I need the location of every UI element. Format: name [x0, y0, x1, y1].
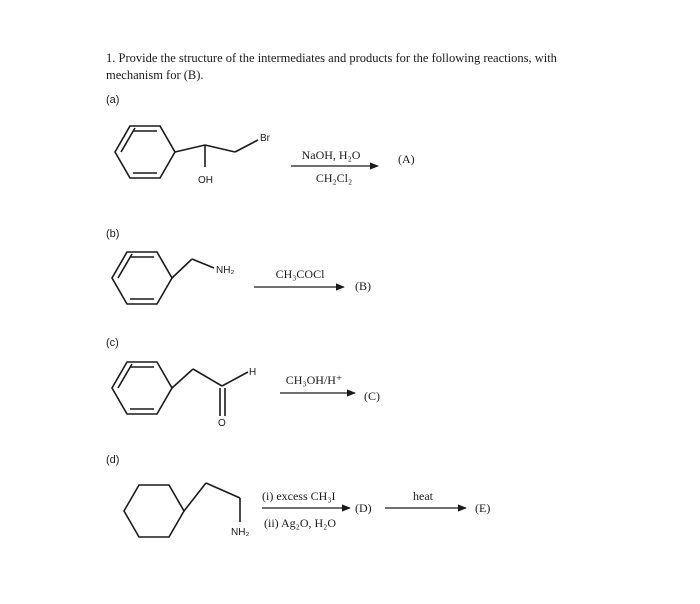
part-d-label: (d): [106, 454, 120, 466]
part-c-reagent: CH₃OH/H⁺: [285, 373, 343, 387]
part-b-reactant-structure: [112, 252, 214, 304]
part-a-oh-label: OH: [198, 175, 213, 186]
part-c-product: (C): [364, 389, 380, 403]
part-d-reagent-bottom: (ii) Ag₂O, H₂O: [264, 516, 337, 530]
part-d-product: (E): [475, 501, 491, 515]
part-d-nh2-label: NH₂: [231, 527, 250, 538]
part-c-label: (c): [106, 337, 119, 349]
part-a-reagent-top: NaOH, H₂O: [301, 148, 361, 162]
part-c-reactant-structure: [112, 362, 248, 416]
part-a-br-label: Br: [260, 133, 270, 144]
part-b-nh2-label: NH₂: [216, 265, 235, 276]
part-a-reactant-structure: [115, 126, 258, 178]
part-a-reagent-bottom: CH₂Cl₂: [315, 171, 353, 185]
part-b-product: (B): [355, 279, 371, 293]
part-a-label: (a): [106, 94, 120, 106]
part-d-reagent-top: (i) excess CH₃I: [262, 489, 336, 503]
part-c-o-label: O: [218, 418, 226, 429]
part-c-h-label: H: [249, 367, 257, 378]
part-d-intermediate: (D): [355, 501, 372, 515]
question-line-2: mechanism for (B).: [106, 68, 204, 82]
part-b-label: (b): [106, 228, 120, 240]
part-b-reagent: CH₃COCl: [275, 267, 325, 281]
part-a-product: (A): [398, 152, 415, 166]
part-d-reactant-structure: [124, 483, 240, 537]
part-d-reagent-2: heat: [413, 489, 433, 503]
question-line-1: 1. Provide the structure of the intermediates and products for the following reactions, with: [106, 51, 557, 65]
